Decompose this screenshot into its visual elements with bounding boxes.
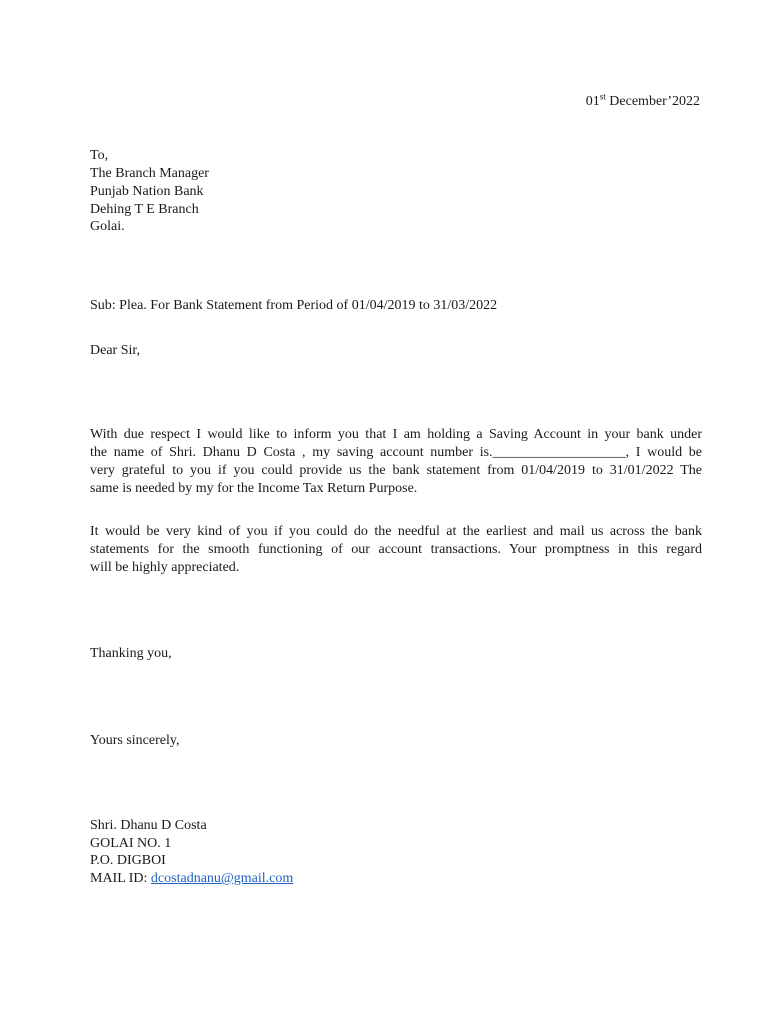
recipient-city: Golai.: [90, 219, 125, 234]
sender-mail-label: MAIL ID:: [90, 871, 151, 886]
paragraph-1-line: the name of Shri. Dhanu D Costa , my saving account number is.___________________, I would be: [90, 445, 702, 460]
closing-thanks: Thanking you,: [90, 646, 172, 661]
recipient-title: The Branch Manager: [90, 166, 209, 181]
paragraph-1-line: very grateful to you if you could provide us the bank statement from 01/04/2019 to 31/01/2022 The: [90, 463, 702, 478]
body-paragraph-1: [90, 426, 702, 498]
letter-subject: Sub: Plea. For Bank Statement from Period of 01/04/2019 to 31/03/2022: [90, 298, 498, 313]
paragraph-2-line: will be highly appreciated.: [90, 560, 240, 575]
sender-address-1: GOLAI NO. 1: [90, 836, 172, 851]
body-paragraph-2: [90, 523, 702, 577]
sender-email-link[interactable]: dcostadnanu@gmail.com: [150, 871, 294, 886]
date-month-year: December’2022: [605, 94, 700, 109]
letter-greeting: Dear Sir,: [90, 343, 140, 358]
sender-address-2: P.O. DIGBOI: [90, 853, 166, 868]
date-suffix: st: [599, 91, 606, 102]
date-day: 01: [585, 94, 600, 109]
paragraph-1-line: With due respect I would like to inform you that I am holding a Saving Account in your bank under: [90, 427, 702, 442]
recipient-bank: Punjab Nation Bank: [90, 184, 204, 199]
recipient-salutation: To,: [90, 148, 109, 163]
sender-mail: [90, 870, 293, 888]
closing-sincerely: Yours sincerely,: [90, 733, 180, 748]
sender-name: Shri. Dhanu D Costa: [90, 818, 207, 833]
recipient-branch: Dehing T E Branch: [90, 202, 199, 217]
paragraph-2-line: statements for the smooth functioning of our account transactions. Your promptness in this regard: [90, 542, 702, 557]
letter-date: [586, 93, 700, 111]
paragraph-2-line: It would be very kind of you if you could do the needful at the earliest and mail us across the bank: [90, 524, 702, 539]
paragraph-1-line: same is needed by my for the Income Tax Return Purpose.: [90, 481, 418, 496]
